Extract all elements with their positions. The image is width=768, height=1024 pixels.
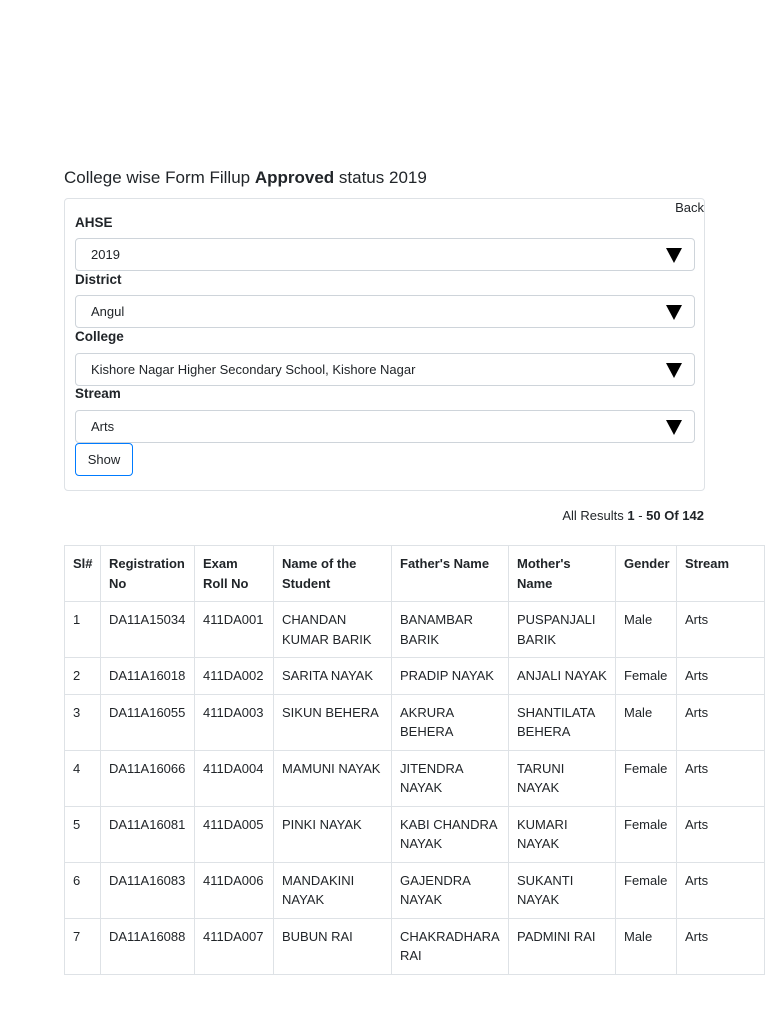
college-select[interactable] bbox=[75, 353, 695, 386]
dropdown-arrow-icon bbox=[666, 305, 682, 320]
results-total: 142 bbox=[682, 508, 704, 523]
district-select[interactable] bbox=[75, 295, 695, 328]
column-header-registration-no: Registration No bbox=[101, 546, 195, 602]
cell-student-name: CHANDAN KUMAR BARIK bbox=[274, 602, 392, 658]
results-sep: - bbox=[634, 508, 647, 523]
page-title-status: Approved bbox=[254, 168, 335, 187]
cell-student-name: MAMUNI NAYAK bbox=[274, 750, 392, 806]
cell-sl: 2 bbox=[65, 658, 101, 695]
table-row bbox=[65, 862, 765, 918]
cell-exam-roll-no: 411DA005 bbox=[195, 806, 274, 862]
cell-student-name: SARITA NAYAK bbox=[274, 658, 392, 695]
cell-gender: Male bbox=[616, 694, 677, 750]
cell-stream: Arts bbox=[677, 862, 765, 918]
cell-mother-name: KUMARI NAYAK bbox=[509, 806, 616, 862]
cell-gender: Male bbox=[616, 602, 677, 658]
cell-father-name: GAJENDRA NAYAK bbox=[392, 862, 509, 918]
page-title-post: status 2019 bbox=[334, 168, 427, 187]
column-header-father-name: Father's Name bbox=[392, 546, 509, 602]
cell-registration-no: DA11A16066 bbox=[101, 750, 195, 806]
cell-exam-roll-no: 411DA004 bbox=[195, 750, 274, 806]
results-prefix: All Results bbox=[562, 508, 628, 523]
cell-sl: 4 bbox=[65, 750, 101, 806]
show-button[interactable]: Show bbox=[75, 443, 133, 476]
cell-mother-name: PADMINI RAI bbox=[509, 918, 616, 974]
ahse-label: AHSE bbox=[75, 215, 113, 230]
cell-registration-no: DA11A16083 bbox=[101, 862, 195, 918]
college-label: College bbox=[75, 329, 124, 344]
cell-stream: Arts bbox=[677, 658, 765, 695]
results-table bbox=[64, 545, 765, 975]
cell-father-name: AKRURA BEHERA bbox=[392, 694, 509, 750]
cell-gender: Female bbox=[616, 806, 677, 862]
cell-registration-no: DA11A16088 bbox=[101, 918, 195, 974]
cell-registration-no: DA11A16018 bbox=[101, 658, 195, 695]
cell-stream: Arts bbox=[677, 750, 765, 806]
cell-student-name: BUBUN RAI bbox=[274, 918, 392, 974]
cell-stream: Arts bbox=[677, 806, 765, 862]
column-header-mother-name: Mother's Name bbox=[509, 546, 616, 602]
page-title-pre: College wise Form Fillup bbox=[64, 168, 255, 187]
stream-select[interactable] bbox=[75, 410, 695, 443]
cell-gender: Male bbox=[616, 918, 677, 974]
results-table-scroll[interactable] bbox=[64, 545, 730, 970]
district-select-value: Angul bbox=[91, 304, 125, 319]
column-header-gender: Gender bbox=[616, 546, 677, 602]
cell-father-name: PRADIP NAYAK bbox=[392, 658, 509, 695]
cell-father-name: CHAKRADHARA RAI bbox=[392, 918, 509, 974]
table-row bbox=[65, 806, 765, 862]
cell-exam-roll-no: 411DA002 bbox=[195, 658, 274, 695]
table-row bbox=[65, 602, 765, 658]
dropdown-arrow-icon bbox=[666, 363, 682, 378]
cell-student-name: SIKUN BEHERA bbox=[274, 694, 392, 750]
results-summary bbox=[562, 508, 704, 523]
column-header-exam-roll-no: Exam Roll No bbox=[195, 546, 274, 602]
cell-stream: Arts bbox=[677, 694, 765, 750]
cell-sl: 1 bbox=[65, 602, 101, 658]
cell-exam-roll-no: 411DA003 bbox=[195, 694, 274, 750]
cell-mother-name: ANJALI NAYAK bbox=[509, 658, 616, 695]
column-header-sl: Sl# bbox=[65, 546, 101, 602]
cell-registration-no: DA11A16081 bbox=[101, 806, 195, 862]
results-to: 50 bbox=[646, 508, 661, 523]
table-row bbox=[65, 694, 765, 750]
column-header-stream: Stream bbox=[677, 546, 765, 602]
stream-select-value: Arts bbox=[91, 419, 115, 434]
cell-mother-name: SUKANTI NAYAK bbox=[509, 862, 616, 918]
cell-mother-name: TARUNI NAYAK bbox=[509, 750, 616, 806]
table-row bbox=[65, 750, 765, 806]
page-title bbox=[64, 168, 427, 188]
ahse-select[interactable] bbox=[75, 238, 695, 271]
district-label: District bbox=[75, 272, 122, 287]
results-from: 1 bbox=[627, 508, 635, 523]
cell-student-name: MANDAKINI NAYAK bbox=[274, 862, 392, 918]
cell-stream: Arts bbox=[677, 918, 765, 974]
college-select-value: Kishore Nagar Higher Secondary School, Kishore Nagar bbox=[91, 362, 416, 377]
stream-label: Stream bbox=[75, 386, 121, 401]
dropdown-arrow-icon bbox=[666, 420, 682, 435]
cell-mother-name: PUSPANJALI BARIK bbox=[509, 602, 616, 658]
cell-stream: Arts bbox=[677, 602, 765, 658]
cell-sl: 3 bbox=[65, 694, 101, 750]
results-of: Of bbox=[660, 508, 683, 523]
cell-father-name: KABI CHANDRA NAYAK bbox=[392, 806, 509, 862]
cell-sl: 6 bbox=[65, 862, 101, 918]
cell-gender: Female bbox=[616, 862, 677, 918]
cell-father-name: JITENDRA NAYAK bbox=[392, 750, 509, 806]
table-row bbox=[65, 918, 765, 974]
cell-mother-name: SHANTILATA BEHERA bbox=[509, 694, 616, 750]
cell-sl: 5 bbox=[65, 806, 101, 862]
cell-registration-no: DA11A15034 bbox=[101, 602, 195, 658]
cell-father-name: BANAMBAR BARIK bbox=[392, 602, 509, 658]
filter-panel bbox=[64, 198, 705, 491]
ahse-select-value: 2019 bbox=[91, 247, 120, 262]
cell-exam-roll-no: 411DA007 bbox=[195, 918, 274, 974]
cell-gender: Female bbox=[616, 750, 677, 806]
cell-exam-roll-no: 411DA006 bbox=[195, 862, 274, 918]
cell-sl: 7 bbox=[65, 918, 101, 974]
dropdown-arrow-icon bbox=[666, 248, 682, 263]
cell-exam-roll-no: 411DA001 bbox=[195, 602, 274, 658]
cell-gender: Female bbox=[616, 658, 677, 695]
column-header-student-name: Name of the Student bbox=[274, 546, 392, 602]
back-link[interactable]: Back bbox=[675, 200, 704, 215]
cell-student-name: PINKI NAYAK bbox=[274, 806, 392, 862]
table-header-row bbox=[65, 546, 765, 602]
table-row bbox=[65, 658, 765, 695]
cell-registration-no: DA11A16055 bbox=[101, 694, 195, 750]
